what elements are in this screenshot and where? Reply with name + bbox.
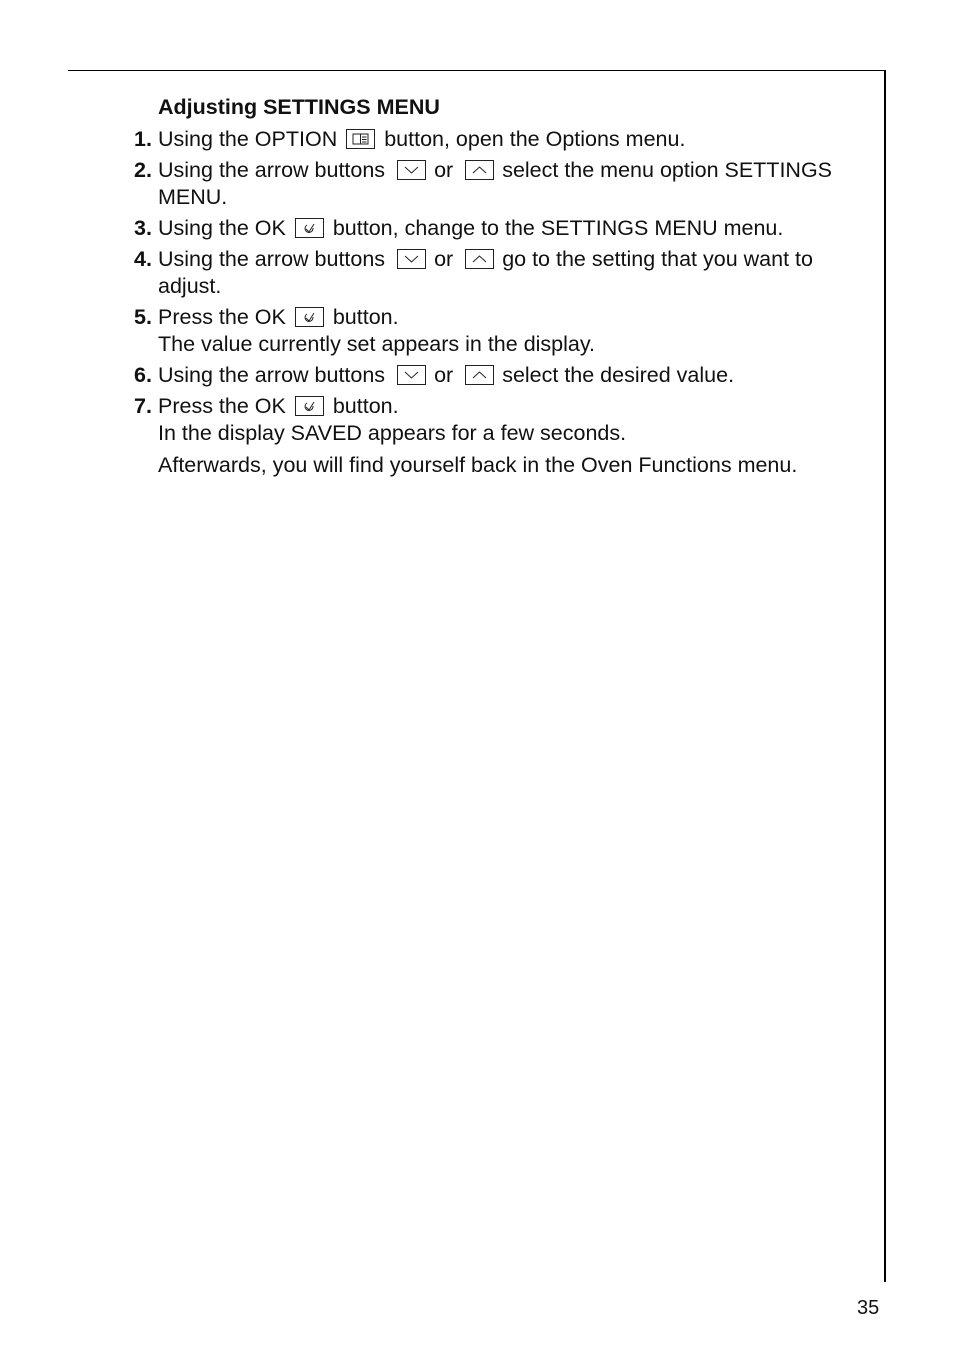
step-4 [134, 246, 856, 300]
step-number: 3. [134, 216, 152, 240]
or-text: or [434, 363, 454, 387]
step-text: Using the arrow buttons [158, 247, 386, 271]
step-number: 1. [134, 127, 152, 151]
step-7 [134, 393, 856, 479]
arrow-up-icon [465, 365, 494, 385]
step-followup-text: Afterwards, you will find yourself back in the Oven Functions menu. [158, 453, 798, 477]
step-text: select the desired value. [502, 363, 735, 387]
step-text: button, change to the SETTINGS MENU menu. [332, 216, 784, 240]
arrow-down-icon [397, 365, 426, 385]
ok-check-icon [295, 396, 324, 416]
ok-check-icon [295, 307, 324, 327]
right-margin-rule [884, 70, 886, 1282]
section-heading: Adjusting SETTINGS MENU [158, 95, 440, 119]
step-6 [134, 362, 856, 389]
step-number: 6. [134, 363, 152, 387]
step-3 [134, 215, 856, 242]
instructions-section [134, 94, 856, 483]
step-text: Using the OPTION [158, 127, 338, 151]
step-text: Using the arrow buttons [158, 363, 386, 387]
step-text: button, open the Options menu. [384, 127, 686, 151]
arrow-up-icon [465, 249, 494, 269]
step-5 [134, 304, 856, 358]
step-result-text: The value currently set appears in the display. [158, 332, 596, 356]
step-text: Using the arrow buttons [158, 158, 386, 182]
step-number: 5. [134, 305, 152, 329]
step-text: select the menu option SETTINGS MENU. [158, 158, 833, 209]
step-number: 4. [134, 247, 152, 271]
step-text: button. [332, 305, 399, 329]
step-2 [134, 157, 856, 211]
step-1 [134, 126, 856, 153]
step-result-text: In the display SAVED appears for a few seconds. [158, 421, 627, 445]
step-text: button. [332, 394, 399, 418]
top-rule [68, 70, 886, 71]
option-menu-icon [346, 129, 375, 149]
step-text: Press the OK [158, 394, 286, 418]
ok-check-icon [295, 218, 324, 238]
or-text: or [434, 158, 454, 182]
step-text: Using the OK [158, 216, 286, 240]
step-number: 2. [134, 158, 152, 182]
page-number: 35 [857, 1297, 880, 1319]
or-text: or [434, 247, 454, 271]
step-number: 7. [134, 394, 152, 418]
arrow-down-icon [397, 249, 426, 269]
step-text: go to the setting that you want to adjust. [158, 247, 813, 298]
step-text: Press the OK [158, 305, 286, 329]
arrow-down-icon [397, 160, 426, 180]
arrow-up-icon [465, 160, 494, 180]
